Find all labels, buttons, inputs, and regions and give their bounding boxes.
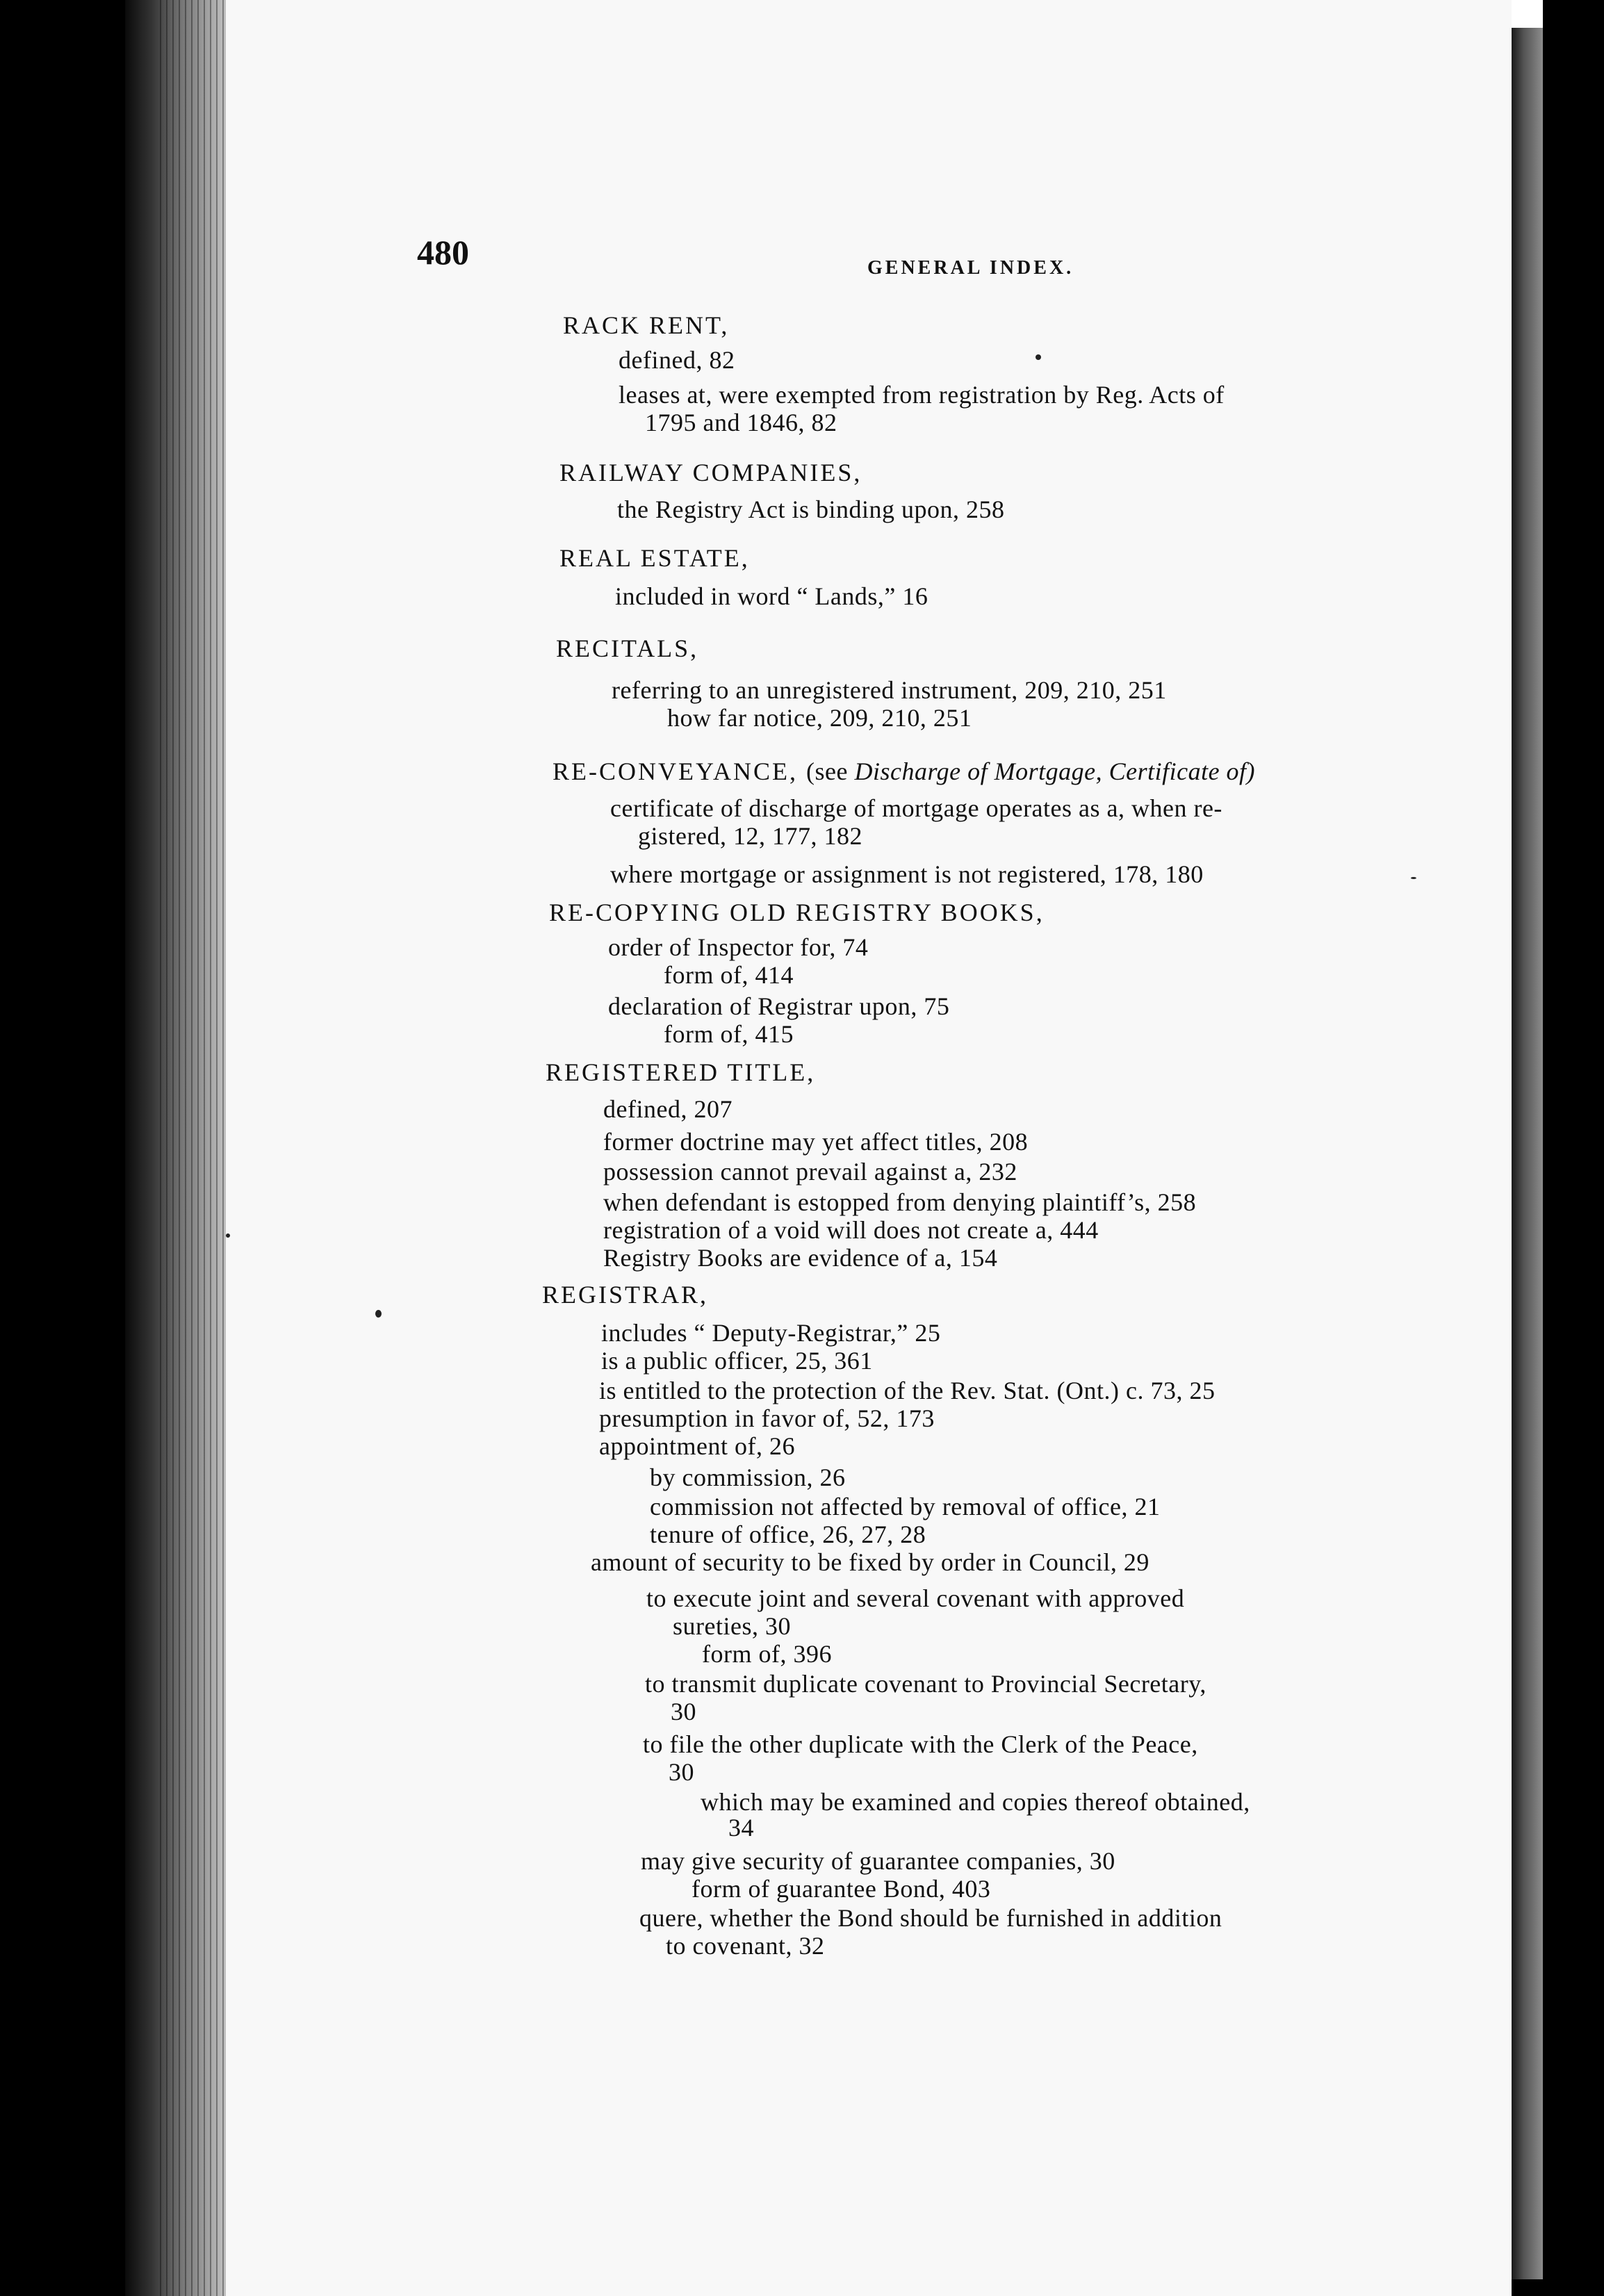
index-entry: referring to an unregistered instrument, 209, 210, 251 — [612, 676, 1167, 704]
index-entry: is a public officer, 25, 361 — [601, 1347, 873, 1375]
index-entry: form of, 414 — [664, 961, 794, 989]
index-heading: REGISTERED TITLE, — [546, 1058, 816, 1086]
index-entry: tenure of office, 26, 27, 28 — [650, 1520, 926, 1548]
index-entry: quere, whether the Bond should be furnished in addition — [639, 1904, 1222, 1932]
index-entry: 1795 and 1846, 82 — [645, 409, 837, 436]
scan-speck — [226, 1233, 230, 1238]
index-entry: to execute joint and several covenant with approved — [646, 1584, 1185, 1612]
index-entry: form of, 415 — [664, 1020, 794, 1048]
index-entry: 30 — [669, 1758, 694, 1786]
index-entry: order of Inspector for, 74 — [608, 933, 869, 961]
scan-speck — [1411, 877, 1416, 879]
index-entry: appointment of, 26 — [599, 1432, 795, 1460]
see-also-reference: Discharge of Mortgage, Certificate of) — [854, 757, 1256, 785]
index-entry: amount of security to be fixed by order in Council, 29 — [591, 1548, 1149, 1576]
index-entry: form of guarantee Bond, 403 — [691, 1875, 991, 1903]
next-page-sliver — [1512, 0, 1543, 28]
scan-speck — [1036, 354, 1041, 360]
index-heading — [553, 759, 1255, 784]
index-heading: REAL ESTATE, — [559, 544, 750, 572]
index-entry: by commission, 26 — [650, 1463, 846, 1491]
page-edges — [160, 0, 229, 2296]
index-entry: to covenant, 32 — [666, 1932, 825, 1960]
index-entry: when defendant is estopped from denying plaintiff’s, 258 — [603, 1188, 1197, 1216]
index-entry: included in word “ Lands,” 16 — [615, 582, 928, 610]
index-entry: 34 — [728, 1814, 754, 1842]
running-head: GENERAL INDEX. — [867, 257, 1074, 279]
page-number: 480 — [417, 233, 469, 272]
index-entry: gistered, 12, 177, 182 — [638, 822, 862, 850]
see-also-open: (see — [806, 757, 855, 785]
index-entry: sureties, 30 — [673, 1612, 791, 1640]
index-entry: certificate of discharge of mortgage operates as a, when re- — [610, 794, 1222, 822]
index-entry: defined, 82 — [619, 346, 735, 374]
index-entry: to transmit duplicate covenant to Provincial Secretary, — [645, 1670, 1206, 1698]
index-entry: declaration of Registrar upon, 75 — [608, 992, 950, 1020]
index-entry: how far notice, 209, 210, 251 — [667, 704, 972, 732]
index-entry: may give security of guarantee companies, 30 — [641, 1847, 1115, 1875]
index-entry: form of, 396 — [702, 1640, 832, 1668]
index-entry: is entitled to the protection of the Rev. Stat. (Ont.) c. 73, 25 — [599, 1377, 1216, 1404]
index-entry: where mortgage or assignment is not registered, 178, 180 — [610, 860, 1204, 888]
index-entry: defined, 207 — [603, 1095, 733, 1123]
scan-speck — [375, 1310, 382, 1318]
heading-text: RE-CONVEYANCE, — [553, 757, 798, 785]
index-entry: to file the other duplicate with the Clerk of the Peace, — [643, 1730, 1198, 1758]
right-page-edge — [1512, 28, 1543, 2279]
index-entry: commission not affected by removal of office, 21 — [650, 1493, 1161, 1520]
index-entry: presumption in favor of, 52, 173 — [599, 1404, 935, 1432]
index-entry: includes “ Deputy-Registrar,” 25 — [601, 1319, 941, 1347]
index-entry: Registry Books are evidence of a, 154 — [603, 1244, 998, 1272]
index-entry: 30 — [671, 1698, 696, 1725]
index-heading: RAILWAY COMPANIES, — [559, 459, 862, 486]
index-heading: RACK RENT, — [563, 311, 730, 339]
index-entry: possession cannot prevail against a, 232 — [603, 1158, 1017, 1186]
index-entry: former doctrine may yet affect titles, 208 — [603, 1128, 1029, 1156]
index-heading: RECITALS, — [556, 634, 699, 662]
index-entry: which may be examined and copies thereof obtained, — [701, 1788, 1250, 1816]
index-entry: leases at, were exempted from registration by Reg. Acts of — [619, 381, 1225, 409]
scan-background — [1543, 0, 1604, 2296]
index-heading: REGISTRAR, — [542, 1281, 709, 1309]
index-entry: registration of a void will does not create a, 444 — [603, 1216, 1099, 1244]
index-entry: the Registry Act is binding upon, 258 — [617, 495, 1005, 523]
index-heading: RE-COPYING OLD REGISTRY BOOKS, — [549, 899, 1045, 926]
